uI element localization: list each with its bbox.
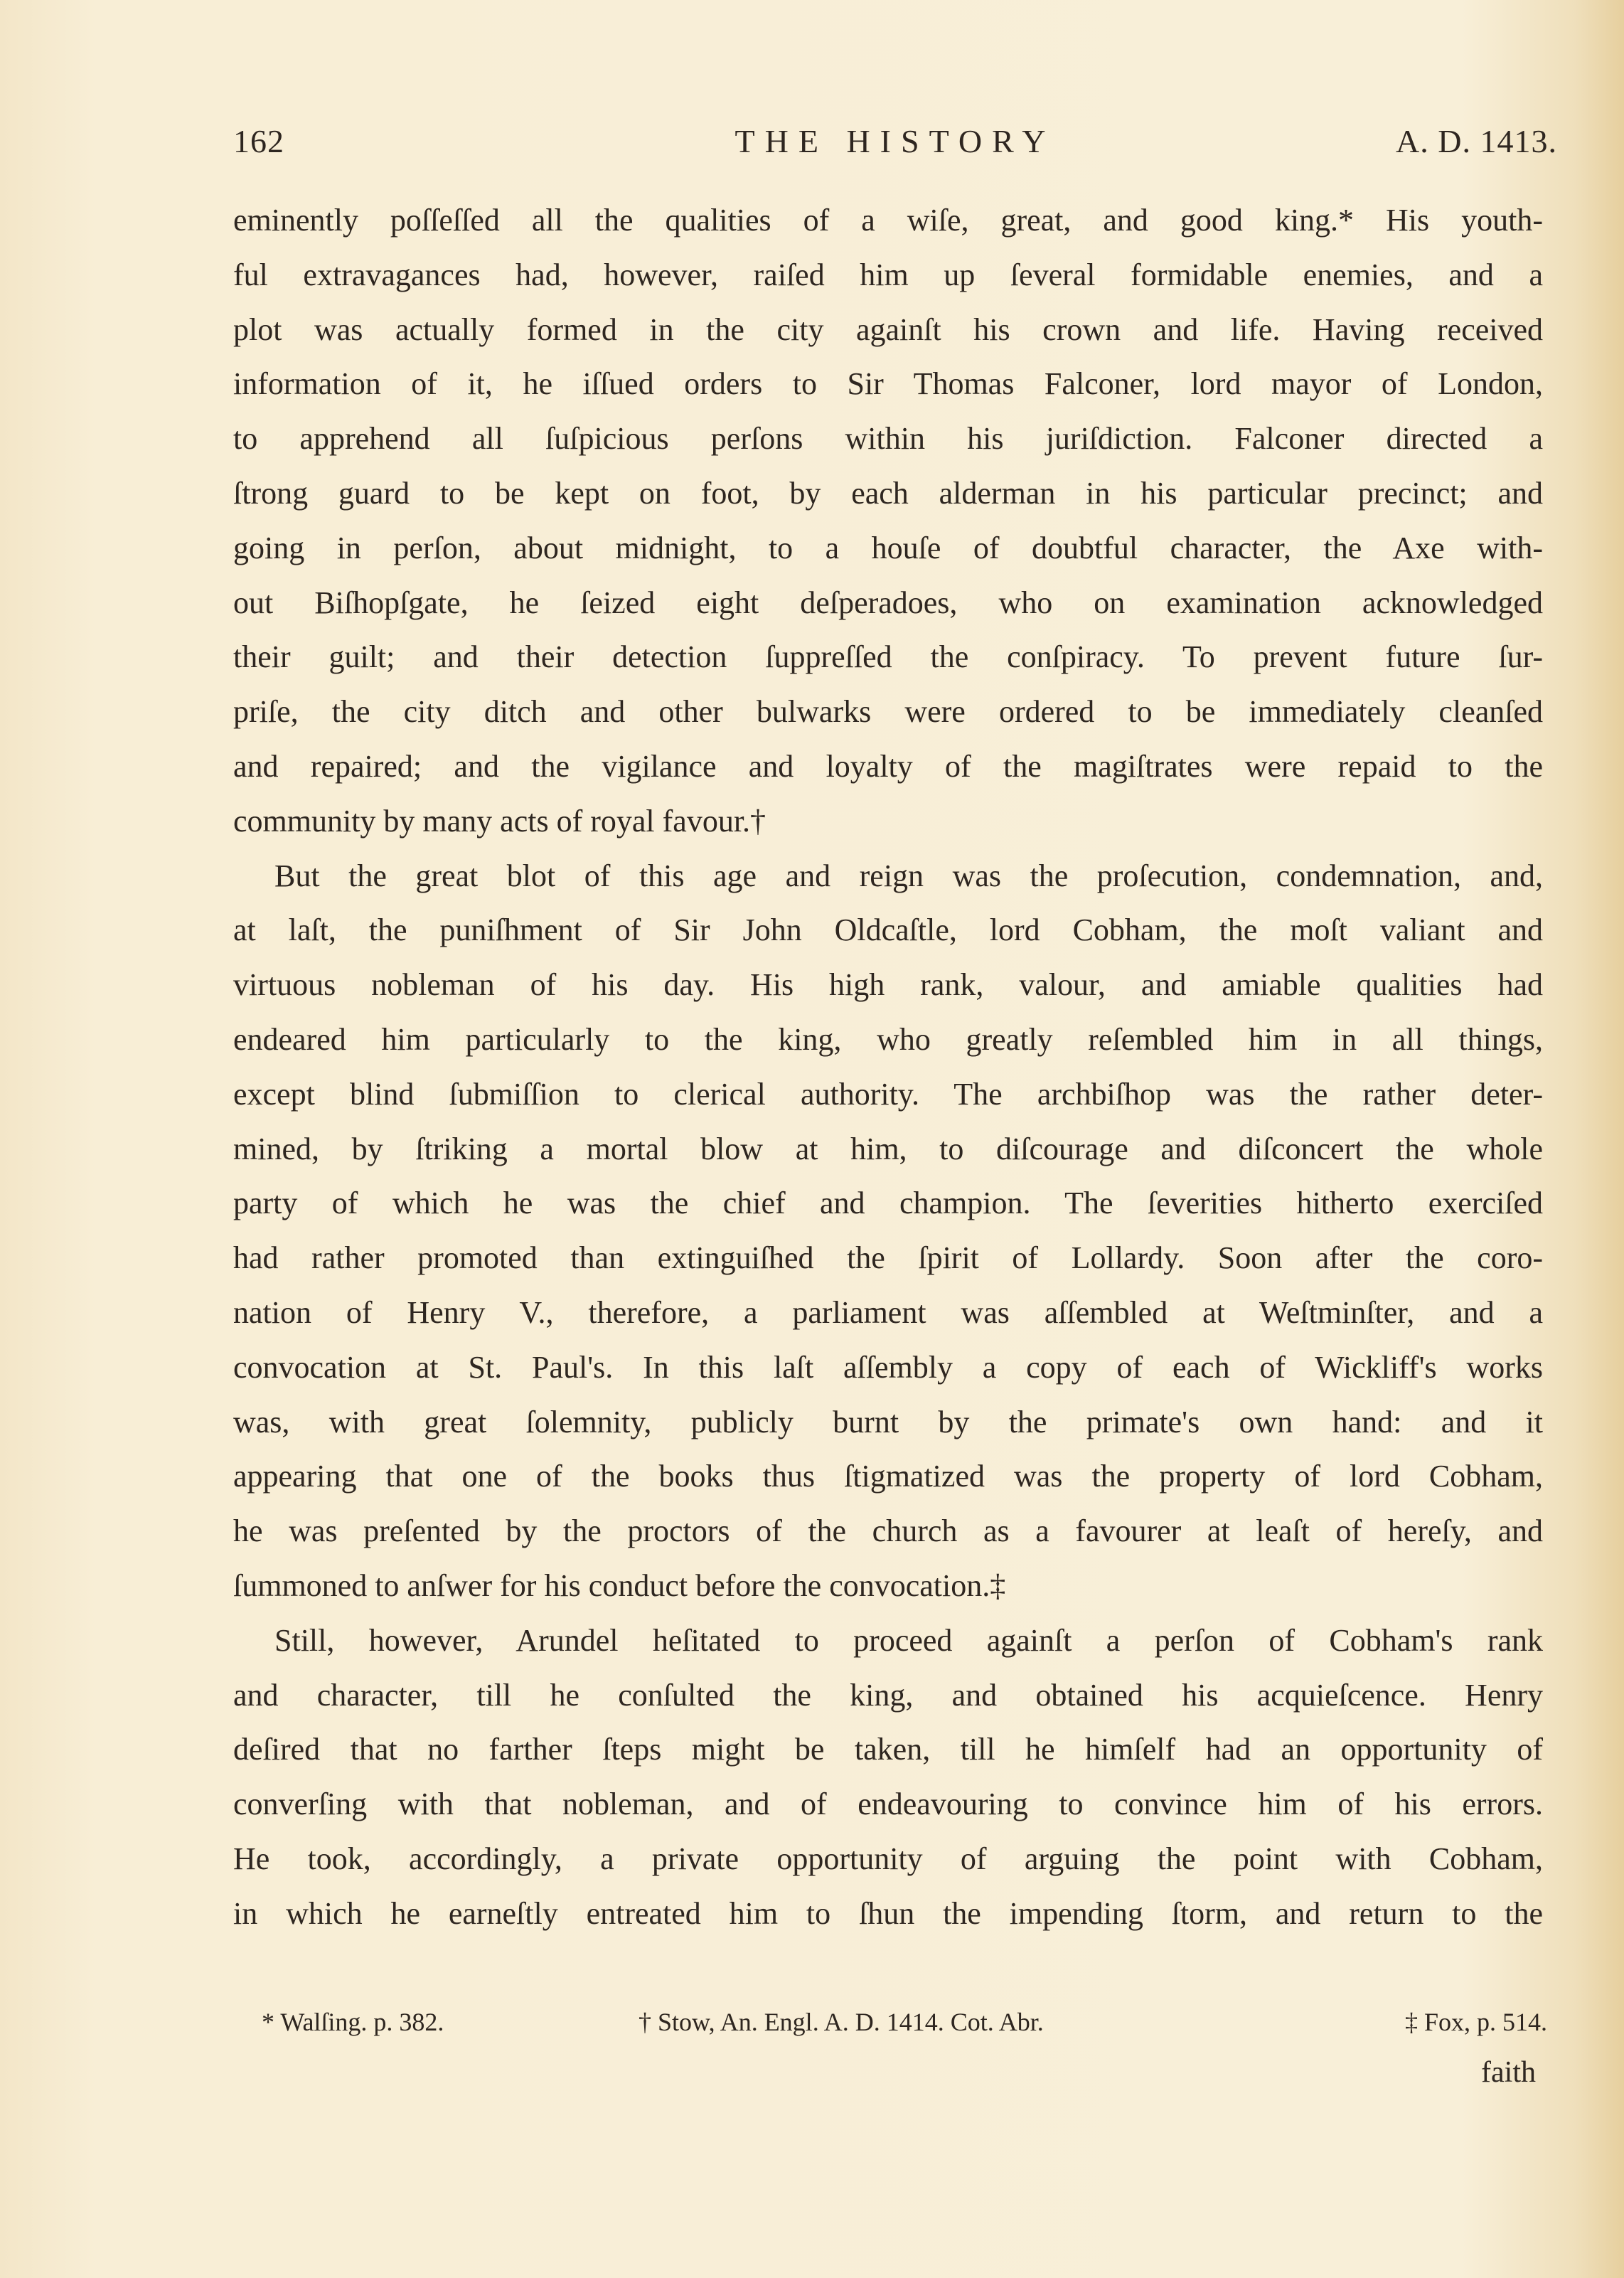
text-line: party of which he was the chief and champion. The ſeverities hitherto exerciſed <box>233 1186 1543 1221</box>
text-line: to apprehend all ſuſpicious perſons within his juriſdiction. Falconer directed a <box>233 421 1543 457</box>
text-line: mined, by ſtriking a mortal blow at him, to diſcourage and diſconcert the whole <box>233 1131 1543 1166</box>
text-line: out Biſhopſgate, he ſeized eight deſperadoes, who on examination acknowledged <box>233 585 1543 620</box>
text-line: appearing that one of the books thus ſtigmatized was the property of lord Cobham, <box>233 1459 1543 1494</box>
text-line: had rather promoted than extinguiſhed the ſpirit of Lollardy. Soon after the coro- <box>233 1240 1543 1276</box>
text-line: information of it, he iſſued orders to Sir Thomas Falconer, lord mayor of London, <box>233 366 1543 402</box>
text-line: priſe, the city ditch and other bulwarks were ordered to be immediately cleanſed <box>233 694 1543 730</box>
text-line: going in perſon, about midnight, to a houſe of doubtful character, the Axe with- <box>233 530 1543 565</box>
text-line: was, with great ſolemnity, publicly burnt by the primate's own hand: and it <box>233 1404 1543 1439</box>
text-line: convocation at St. Paul's. In this laſt aſſembly a copy of each of Wickliff's works <box>233 1349 1543 1385</box>
text-line: endeared him particularly to the king, who greatly reſembled him in all things, <box>233 1021 1543 1057</box>
text-line: converſing with that nobleman, and of endeavouring to convince him of his errors. <box>233 1787 1543 1822</box>
text-line: eminently poſſeſſed all the qualities of a wiſe, great, and good king.* His youth- <box>233 203 1543 238</box>
footnote-1: * Walſing. p. 382. <box>262 2008 444 2036</box>
text-line: nation of Henry V., therefore, a parliament was aſſembled at Weſtminſter, and a <box>233 1294 1543 1330</box>
paragraph-start-line: Still, however, Arundel heſitated to proceed againſt a perſon of Cobham's rank <box>274 1622 1543 1658</box>
text-line: except blind ſubmiſſion to clerical authority. The archbiſhop was the rather deter- <box>233 1076 1543 1112</box>
text-line: virtuous nobleman of his day. His high rank, valour, and amiable qualities had <box>233 967 1543 1003</box>
paragraph-start-line: But the great blot of this age and reign was the proſecution, condemnation, and, <box>274 858 1543 893</box>
text-line: at laſt, the puniſhment of Sir John Oldcaſtle, lord Cobham, the moſt valiant and <box>233 912 1543 948</box>
text-line: ſtrong guard to be kept on foot, by each alderman in his particular precinct; and <box>233 475 1543 511</box>
text-line: ful extravagances had, however, raiſed him up ſeveral formidable enemies, and a <box>233 257 1543 292</box>
running-title: THE HISTORY <box>734 123 1056 159</box>
body-text <box>233 193 1543 1942</box>
text-line: He took, accordingly, a private opportunity of arguing the point with Cobham, <box>233 1841 1543 1876</box>
page-number: 162 <box>233 123 284 159</box>
text-line: their guilt; and their detection ſuppreſſed the conſpiracy. To prevent future ſur- <box>233 639 1543 675</box>
text-line: community by many acts of royal favour.† <box>233 803 766 839</box>
text-line: and character, till he conſulted the king, and obtained his acquieſcence. Henry <box>233 1677 1543 1713</box>
text-line: in which he earneſtly entreated him to ſhun the impending ſtorm, and return to the <box>233 1895 1543 1931</box>
catchword: faith <box>1481 2056 1536 2089</box>
footnotes <box>262 2007 1547 2043</box>
text-line: deſired that no farther ſteps might be taken, till he himſelf had an opportunity of <box>233 1732 1543 1767</box>
footnote-2: † Stow, An. Engl. A. D. 1414. Cot. Abr. <box>639 2008 1044 2036</box>
text-line: ſummoned to anſwer for his conduct before the convocation.‡ <box>233 1568 1006 1603</box>
running-header <box>233 122 1557 172</box>
text-line: plot was actually formed in the city againſt his crown and life. Having received <box>233 312 1543 347</box>
text-line: and repaired; and the vigilance and loyalty of the magiſtrates were repaid to the <box>233 748 1543 784</box>
footnote-3: ‡ Fox, p. 514. <box>1404 2008 1547 2036</box>
year-marker: A. D. 1413. <box>1396 123 1557 159</box>
text-line: he was preſented by the proctors of the church as a favourer at leaſt of hereſy, and <box>233 1513 1543 1549</box>
